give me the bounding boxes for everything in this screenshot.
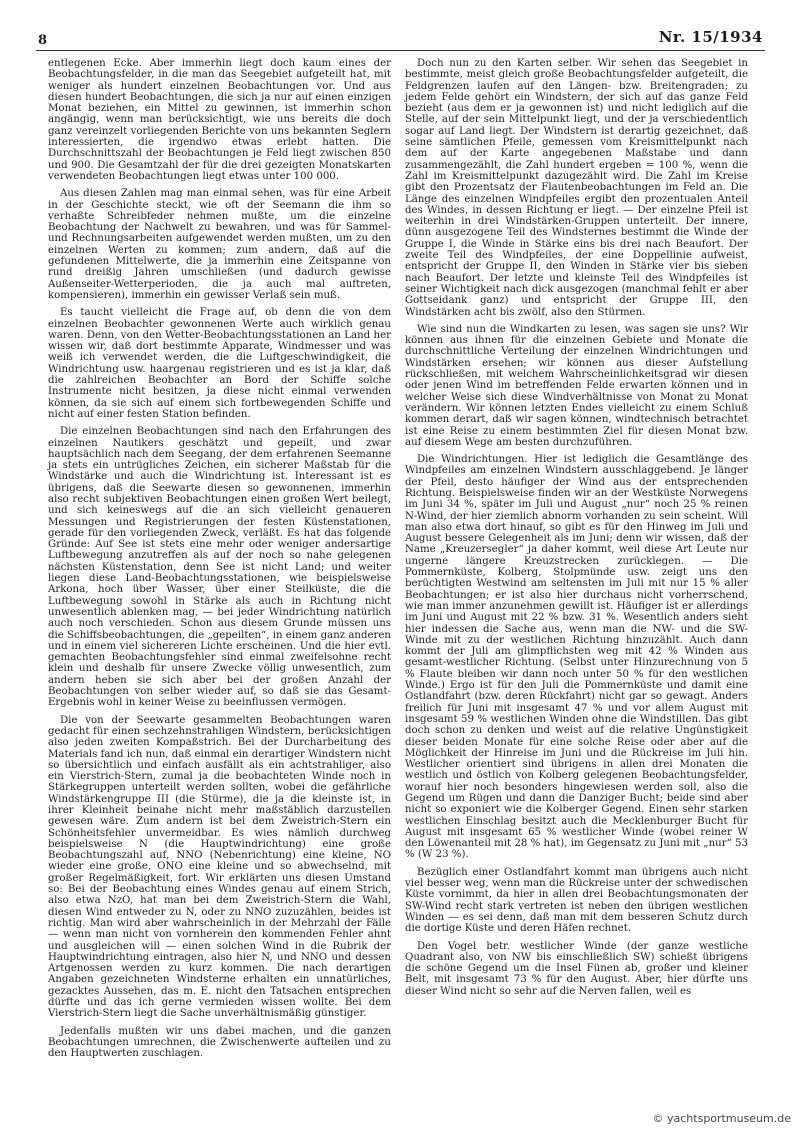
paragraph: Bezüglich einer Ostlandfahrt kommt man übrigens auch nicht viel besser weg, wenn man die Rückreise unter der schwedischen Küste vornimmt, da hier in allen drei Beobachtungsmonaten der SW-Wind recht stark vertreten ist neben den übrigen westlichen Winden — es sei denn, daß man mit dem besseren Schutz durch die dortige Küste und deren Häfen rechnet.: [405, 866, 748, 935]
header-rule: [36, 50, 765, 51]
page-number: 8: [38, 33, 48, 48]
left-column: [48, 58, 391, 1066]
paragraph: Den Vogel betr. westlicher Winde (der ganze westliche Quadrant also, von NW bis einschließlich SW) schießt übrigens die schöne Gegend um die Insel Fünen ab, großer und kleiner Belt, mit insgesamt 73 % für den August. Aber, hier dürfte uns dieser Wind nicht so sehr auf die Nerven fallen, weil es: [405, 940, 748, 997]
paragraph: Es taucht vielleicht die Frage auf, ob denn die von dem einzelnen Beobachter gewonnenen Werte auch wirklich genau waren. Denn, von den Wetter-Beobachtungsstationen an Land her wissen wir, daß dort bestimmte Apparate, Windmesser und was weiß ich verwendet werden, die die Luftgeschwindigkeit, die Windrichtung usw. haargenau registrieren und es ist ja klar, daß die zahlreichen Beobachter an Bord der Schiffe solche Instrumente nicht besitzen, ja diese nicht einmal verwenden können, da sie sich auf einem sich fortbewegenden Schiffe und nicht auf einer festen Station befinden.: [48, 307, 391, 420]
paragraph: Die einzelnen Beobachtungen sind nach den Erfahrungen des einzelnen Nautikers geschätzt und gepeilt, und zwar hauptsächlich nach dem Seegang, der dem erfahrenen Seemanne ja stets ein untrügliches Zeichen, ein sicherer Maßstab für die Windstärke und auch die Windrichtung ist. Interessant ist es übrigens, daß die Seewarte diesen so gewonnenen, immerhin also recht subjektiven Beobachtungen einen großen Wert beilegt, und sich keineswegs auf die an sich vielleicht genaueren Messungen und Registrierungen der festen Küstenstationen, gerade für den vorliegenden Zweck, verläßt. Es hat das folgende Gründe: Auf See ist stets eine mehr oder weniger andersartige Luftbewegung anzutreffen als auf der noch so nahe gelegenen nächsten Küstenstation, denn See ist nicht Land; und weiter liegen diese Land-Beobachtungsstationen, wie beispielsweise Arkona, hoch über Wasser, über einer Steilküste, die die Luftbewegung sowohl in Stärke als auch in Richtung nicht unwesentlich ablenken mag, — bei jeder Windrichtung natürlich auch noch verschieden. Schon aus diesem Grunde müssen uns die Schiffsbeobachtungen, die „gepeilten“, in einem ganz anderen und in einem viel sichereren Lichte erscheinen. Und die hier evtl. gemachten Beobachtungsfehler sind einmal zweifelsohne recht klein und deshalb für unsere Zwecke völlig unwesentlich, zum andern heben sie sich aber bei der großen Anzahl der Beobachtungen von selber wieder auf, so daß sie das Gesamt-Ergebnis wohl in keiner Weise zu beeinflussen vermögen.: [48, 426, 391, 709]
paragraph: Die Windrichtungen. Hier ist lediglich die Gesamtlänge des Windpfeiles am einzelnen Windstern ausschlaggebend. Je länger der Pfeil, desto häufiger der Wind aus der entsprechenden Richtung. Beispielsweise finden wir an der Westküste Norwegens im Juni 34 %, später im Juli und August „nur“ noch 25 % reinen N-Wind, der hier ziemlich abnorm vorhanden zu sein scheint. Will man also etwa dort hinauf, so gibt es für den Hinweg im Juli und August bessere Gelegenheit als im Juni; denn wir wissen, daß der Name „Kreuzersegler“ ja daher kommt, weil diese Art Leute nur ungerne längere Kreuzstrecken zurücklegen. — Die Pommernküste, Kolberg, Stolpmünde usw. zeigt uns den berüchtigten Westwind am seltensten im Juli mit nur 15 % aller Beobachtungen; er ist also hier durchaus nicht vorherrschend, wie man immer anzunehmen gewillt ist. Häufiger ist er allerdings im Juni und August mit 22 % bzw. 31 %. Wesentlich anders sieht hier indessen die Sache aus, wenn man die NW- und die SW-Winde mit zu der westlichen Richtung hinzuzählt. Auch dann kommt der Juli am glimpflichsten weg mit 42 % Winden aus gesamt-westlicher Richtung. (Selbst unter Hinzurechnung von 5 % Flaute bleiben wir dann noch unter 50 % für den westlichen Winde.) Ergo ist für den Juli die Pommernküste und damit eine Ostlandfahrt (bzw. deren Rückfahrt) nicht gar so gewagt. Anders freilich für Juni mit insgesamt 47 % und vor allem August mit insgesamt 59 % westlichen Winden ohne die Windstillen. Das gibt doch schon zu denken und weist auf die relative Ungünstigkeit dieser beiden Monate für eine solche Reise oder aber auf die Möglichkeit der Hinreise im Juni und die Rückreise im Juli hin. Westlicher orientiert sind übrigens in allen drei Monaten die westlich und östlich von Kolberg gelegenen Beobachtungsfelder, worauf hier noch besonders hingewiesen werden soll, also die Gegend um Rügen und dann die Danziger Bucht; beide sind aber nicht so exponiert wie die Kolberger Gegend. Einen sehr starken westlichen Einschlag besitzt auch die Mecklenburger Bucht für August mit insgesamt 65 % westlicher Winde (wobei reiner W den Löwenanteil mit 28 % hat), im Gegensatz zu Juni mit „nur“ 53 % (W 23 %).: [405, 454, 748, 861]
right-column: [405, 58, 748, 1003]
paragraph: entlegenen Ecke. Aber immerhin liegt doch kaum eines der Beobachtungsfelder, in die man das Seegebiet aufgeteilt hat, mit weniger als hundert einzelnen Beobachtungen vor. Und aus diesen hundert Beobachtungen, die sich ja nur auf einen einzigen Monat beziehen, ein Mittel zu gewinnen, ist immerhin schon angängig, wenn man berücksichtigt, wie uns bereits die doch ganz vereinzelt vorliegenden Berichte von uns bekannten Seglern interessierten, die irgendwo etwas erlebt hatten. Die Durchschnittszahl der Beobachtungen je Feld liegt zwischen 850 und 900. Die Gesamtzahl der für die drei gezeigten Monatskarten verwendeten Beobachtungen liegt etwas unter 100 000.: [48, 58, 391, 182]
paragraph: Die von der Seewarte gesammelten Beobachtungen waren gedacht für einen sechzehnstrahligen Windstern, berücksichtigen also jeden zweiten Kompaßstrich. Bei der Durcharbeitung des Materials fand ich nun, daß einmal ein derartiger Windstern nicht so übersichtlich und einfach ausfällt als ein achtstrahliger, also ein Vierstrich-Stern, zumal ja die beobachteten Winde noch in Stärkegruppen unterteilt werden sollten, wobei die gefährliche Windstärkengruppe III (die Stürme), die ja die kleinste ist, in ihrer Kleinheit beinahe nicht mehr maßstäblich darzustellen gewesen wäre. Zum andern ist bei dem Zweistrich-Stern ein Schönheitsfehler unvermeidbar. Es wies nämlich durchweg beispielsweise N (die Hauptwindrichtung) eine große Beobachtungszahl auf, NNO (Nebenrichtung) eine kleine, NO wieder eine große, ONO eine kleine und so abwechselnd, mit großer Regelmäßigkeit, fort. Wir erklärten uns diesen Umstand so: Bei der Beobachtung eines Windes genau auf einem Strich, also etwa NzO, hat man bei dem Zweistrich-Stern die Wahl, diesen Wind entweder zu N, oder zu NNO zuzuzählen, beides ist richtig. Man wird aber wahrscheinlich in der Mehrzahl der Fälle — wenn man nicht von vornherein den kommenden Fehler ahnt und ausgleichen will — einen solchen Wind in die Rubrik der Hauptwindrichtung eintragen, also hier N, und NNO und dessen Artgenossen werden zu kurz kommen. Die nach derartigen Angaben gezeichneten Windsterne erhalten ein unnatürliches, gezacktes Aussehen, das m. E. nicht den Tatsachen entsprechen dürfte und das ich gerne vermieden wissen wollte. Bei dem Vierstrich-Stern liegt die Sache unverhältnismäßig günstiger.: [48, 714, 391, 1020]
copyright-watermark: © yachtsportmuseum.de: [652, 1112, 791, 1125]
paragraph: Wie sind nun die Windkarten zu lesen, was sagen sie uns? Wir können aus ihnen für die einzelnen Gebiete und Monate die durchschnittliche Verteilung der einzelnen Windrichtungen und Windstärken ersehen; wir können aus dieser Aufstellung rückschließen, mit welchem Wahrscheinlichkeitsgrad wir diesen oder jenen Wind im betreffenden Felde erwarten können und in welcher Weise sich diese Windverhältnisse von Monat zu Monat verändern. Wir können letzten Endes vielleicht zu einem Schluß kommen derart, daß wir sagen können, windtechnisch betrachtet ist eine Reise zu einem bestimmten Ziel für diesen Monat bzw. auf diesem Wege am besten durchzuführen.: [405, 323, 748, 448]
paragraph: Doch nun zu den Karten selber. Wir sehen das Seegebiet in bestimmte, meist gleich große Beobachtungsfelder aufgeteilt, die Feldgrenzen laufen auf den Längen- bzw. Breitengraden; zu jedem Felde gehört ein Windstern, der sich auf das ganze Feld bezieht (aus dem er ja gewonnen ist) und nicht lediglich auf die Stelle, auf der sein Mittelpunkt liegt, und der ja verschiedentlich sogar auf Land liegt. Der Windstern ist derartig gezeichnet, daß seine sämtlichen Pfeile, gemessen vom Kreismittelpunkt nach dem auf der Karte angegebenen Maßstabe und dann zusammengezählt, die Zahl hundert ergeben = 100 %, wenn die Zahl im Kreismittelpunkt dazugezählt wird. Die Zahl im Kreise gibt den Prozentsatz der Flautenbeobachtungen im Feld an. Die Länge des einzelnen Windpfeiles ergibt den prozentualen Anteil des Windes, in dessen Richtung er liegt. — Der einzelne Pfeil ist weiterhin in drei Windstärken-Gruppen unterteilt. Der innere, dünn ausgezogene Teil des Windsternes bestimmt die Winde der Gruppe I, die Winde in Stärke eins bis drei nach Beaufort. Der zweite Teil des Windpfeiles, der eine Doppellinie aufweist, entspricht der Gruppe II, den Winden in Stärke vier bis sieben nach Beaufort. Der letzte und kleinste Teil des Windpfeiles ist seiner Wichtigkeit nach dick ausgezogen (manchmal fehlt er aber Gottseidank ganz) und entspricht der Gruppe III, den Windstärken acht bis zwölf, also den Stürmen.: [405, 58, 748, 318]
paragraph: Jedenfalls mußten wir uns dabei machen, und die ganzen Beobachtungen umrechnen, die Zwischenwerte aufteilen und zu den Hauptwerten zuschlagen.: [48, 1025, 391, 1060]
paragraph: Aus diesen Zahlen mag man einmal sehen, was für eine Arbeit in der Geschichte steckt, wie oft der Seemann die ihm so verhaßte Schreibfeder nehmen mußte, um die einzelne Beobachtung der Nachwelt zu bewahren, und was für Sammel- und Rechnungsarbeiten aufgewendet werden mußten, um zu den einzelnen Werten zu kommen; zum andern, daß auf die gefundenen Mittelwerte, die ja immerhin eine Zeitspanne von rund dreißig Jahren umschließen (und dadurch gewisse Außenseiter-Wetterperioden, die ja auch mal auftreten, kompensieren), immerhin ein gewisser Verlaß sein muß.: [48, 188, 391, 301]
issue-number: Nr. 15/1934: [658, 28, 763, 46]
